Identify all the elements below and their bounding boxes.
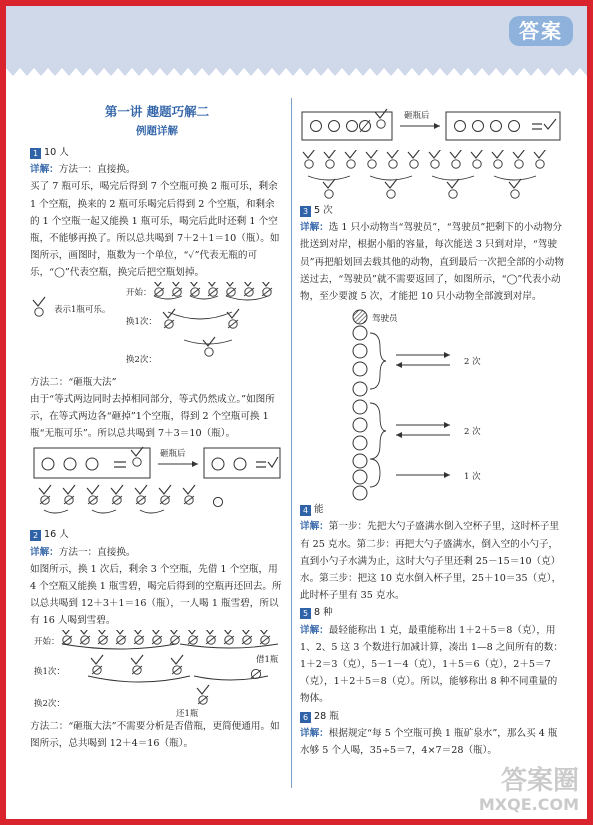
q1-smash-label: 砸瓶后 [160,449,186,460]
check-mark-icon [61,630,73,634]
empty-bottle-icon [473,160,481,168]
q3-answer: 5 次 [314,205,333,216]
check-mark-icon [366,150,378,158]
check-mark-icon [187,630,199,634]
q1-smash-diagram [30,442,284,484]
q6-text: 根据规定“每 5 个空瓶可换 1 瓶矿泉水”，那么买 4 瓶水够 5 个人喝，35÷5＝7，4×7＝28（瓶）。 [300,727,558,757]
check-mark-icon [223,630,235,634]
watermark-line2: MXQE.COM [478,795,579,814]
check-mark-icon [87,485,99,494]
empty-bottle-icon [389,160,397,168]
check-mark-icon [492,150,504,158]
q4-para [300,518,564,604]
animal-circle-icon [353,382,367,396]
q1-swap1-label: 换1次： [126,316,157,327]
empty-bottle-icon [449,190,457,198]
q2-method1 [30,544,284,561]
q4-answer: 能 [314,504,324,516]
check-mark-icon [79,630,91,634]
q1-start-label: 开始： [126,287,152,298]
check-mark-icon [33,297,45,306]
check-mark-icon [39,485,51,494]
empty-bottle-icon [347,160,355,168]
empty-bottle-icon [35,307,43,315]
check-mark-icon [63,485,75,494]
animal-circle-icon [353,454,367,468]
empty-bottle-icon [452,160,460,168]
q2-answer: 16 人 [44,529,69,541]
check-mark-icon [135,485,147,494]
q6-heading [300,708,564,725]
empty-bottle-icon [377,120,385,128]
empty-bottle-icon [491,121,502,132]
group-brace [432,176,474,180]
check-mark-icon [243,282,255,286]
animal-circle-icon [353,362,367,376]
q6-number: 6 [300,712,311,723]
q1-para1: 买了 7 瓶可乐，喝完后得到 7 个空瓶可换 2 瓶可乐，剩余 1 个空瓶，换来的 2 瓶可乐喝完后得到 2 个空瓶，和剩余的 1 个空瓶一起又能换 1 瓶可乐，喝完后此时还剩 1 个空瓶，不能够再换了。所以总共喝到 7＋2＋1＝10（瓶）。如图所示，画图时，瓶数为一个单位，“✓”代表无瓶的可乐，“◯”代表空瓶，换完后把空瓶划掉。 [30,181,280,279]
check-mark-icon [131,655,143,664]
r-smash-pairs [300,150,564,202]
q3-ferry-svg [300,305,564,501]
empty-bottle-icon [455,121,466,132]
animal-circle-icon [353,344,367,358]
trip3-label: 1 次 [464,472,481,483]
lecture-title: 第一讲 趣题巧解二 [104,104,210,119]
q1-legend-label: 表示1瓶可乐。 [54,304,111,315]
check-mark-icon [534,150,546,158]
check-mark-icon [241,630,253,634]
animal-circle-icon [353,486,367,500]
check-mark-icon [268,457,278,467]
q1-swap2-label: 换2次： [126,354,157,365]
q1-diagram1 [30,282,284,374]
empty-bottle-icon [64,458,76,470]
q1-heading [30,144,284,161]
check-mark-icon [205,630,217,634]
animal-circle-icon [353,470,367,484]
watermark-line1: 答案圈 [500,766,579,796]
check-mark-icon [183,485,195,494]
empty-bottle-icon [86,458,98,470]
check-mark-icon [111,485,123,494]
q1-number: 1 [30,148,41,159]
r-smash-label: 砸瓶后 [404,111,430,121]
q6-label: 详解： [300,727,329,739]
driver-icon [353,310,367,324]
q5-answer: 8 种 [314,607,333,619]
check-mark-icon [91,655,103,664]
empty-bottle-icon [347,121,358,132]
check-mark-icon [450,150,462,158]
empty-bottle-icon [311,121,322,132]
q2-diagram [30,630,284,718]
empty-bottle-icon [515,160,523,168]
q1-method1 [30,161,284,178]
q3-heading [300,202,564,219]
check-mark-icon [408,150,420,158]
check-mark-icon [153,282,165,286]
empty-bottle-icon [387,190,395,198]
check-mark-icon [163,309,175,318]
check-mark-icon [171,282,183,286]
q1-smash-pairs [30,484,284,526]
zigzag-edge [6,60,587,76]
empty-bottle-icon [431,160,439,168]
q1-smash-svg [30,442,284,484]
check-mark-icon [303,150,315,158]
animal-circle-icon [353,418,367,432]
q2-borrow-label: 借1瓶 [256,654,279,665]
group-brace [370,176,412,180]
trip2-label: 2 次 [464,427,481,438]
check-mark-icon [345,150,357,158]
empty-bottle-icon [536,160,544,168]
q1-bottle-tree [30,282,284,374]
check-mark-icon [171,655,183,664]
q5-para [300,622,564,708]
empty-bottle-icon [205,347,213,355]
empty-bottle-icon [329,121,340,132]
q2-number: 2 [30,530,41,541]
right-column [300,102,564,759]
animal-circle-icon [353,400,367,414]
animal-circle-icon [353,436,367,450]
q2-para2: 不需要分析是否借瓶，更简便通用。如图所示，总共喝到 12＋4＝16（瓶）。 [30,720,280,749]
group-brace [308,176,350,180]
header-band [6,6,587,68]
q1-answer: 10 人 [44,147,69,158]
empty-bottle-icon [234,458,246,470]
q2-para1: 如图所示，换 1 次后，剩余 3 个空瓶，先借 1 个空瓶，用 4 个空瓶又能换 1 瓶雪碧，喝完后得到的空瓶再还回去。所以总共喝到 12＋3＋1＝16（瓶），一人喝 1 瓶雪碧，所以有 16 人喝到雪碧。 [30,563,282,627]
empty-bottle-icon [305,160,313,168]
check-mark-icon [203,337,215,346]
check-mark-icon [544,119,556,129]
q1-para2: 由于“等式两边同时去掉相同部分，等式仍然成立。”如图所示，在等式两边各“砸掉”1个空瓶，得到 2 个空瓶可换 1 瓶“无瓶可乐”。所以总共喝到 7＋3＝10（瓶）。 [30,393,275,440]
empty-bottle-icon [326,160,334,168]
check-mark-icon [207,282,219,286]
q1-method1-text: 方法一：直接换。 [58,164,136,176]
answer-tag: 答案 [509,16,573,46]
check-mark-icon [324,150,336,158]
empty-bottle-icon [133,458,141,466]
q1-pairs-svg [30,484,284,526]
q2-heading [30,526,284,543]
q2-method2-label: 方法二：“砸瓶大法” [30,720,117,732]
driver-label: 驾驶员 [372,314,398,325]
empty-bottle-icon [473,121,484,132]
empty-bottle-icon [212,458,224,470]
r-smash-svg [300,102,564,150]
check-mark-icon [471,150,483,158]
q2-method1-text: 方法一：直接换。 [58,546,136,558]
check-mark-icon [259,630,271,634]
q3-ferry-diagram [300,305,564,501]
check-mark-icon [151,630,163,634]
watermark [429,766,579,815]
empty-bottle-icon [494,160,502,168]
lecture-subtitle: 例题详解 [136,125,178,137]
empty-bottle-icon [509,121,520,132]
check-mark-icon [429,150,441,158]
left-column [30,102,284,752]
group-brace [494,176,536,180]
q2-bottle-tree [30,630,284,718]
q2-label: 详解： [30,546,59,558]
q4-heading [300,501,564,518]
check-mark-icon [197,685,209,694]
q3-number: 3 [300,206,311,217]
check-mark-icon [133,630,145,634]
q1-label: 详解： [30,164,59,176]
q6-answer: 28 瓶 [314,710,339,722]
q3-text: 选 1 只小动物当“驾驶员”，“驾驶员”把剩下的小动物分批送到对岸，根据小船的容量，每次能送 3 只到对岸，“驾驶员”再把船划回去载其他的动物，直到最后一次把全部的小动物送过去，“驾驶员”就不需要返回了，如图所示，“◯”代表小动物，至少要渡 5 次，才能把 10 只小动物全部渡到对岸。 [300,222,564,303]
q5-number: 5 [300,608,311,619]
empty-bottle-icon [213,498,222,507]
answer-page [6,6,587,819]
check-mark-icon [115,630,127,634]
q4-number: 4 [300,505,311,516]
empty-bottle-icon [325,190,333,198]
empty-bottle-icon [511,190,519,198]
check-mark-icon [189,282,201,286]
q2-start-label: 开始： [34,636,60,647]
q5-text: 最轻能称出 1 克，最重能称出 1＋2＋5＝8（克），用 1、2、5 这 3 个数进行加减计算，凑出 1—8 之间所有的数：1＋2＝3（克），5－1－4（克），1＋5＝6（克），2＋5＝7（克），1＋2＋5＝8（克）。所以，能够称出 8 种不同重量的物体。 [300,624,563,705]
check-mark-icon [169,630,181,634]
empty-bottle-icon [42,458,54,470]
group-brace [140,510,164,513]
q5-heading [300,604,564,621]
empty-bottle-icon [410,160,418,168]
group-brace [44,510,68,513]
check-mark-icon [227,309,239,318]
q3-para [300,219,564,305]
q5-label: 详解： [300,624,329,636]
q4-text: 第一步：先把大勺子盛满水倒入空杯子里，这时杯子里有 25 克水。第二步：再把大勺子盛满水，倒入空的小勺子，直到小勺子水满为止，这时大勺子里还剩 25－15＝10（克）水。第三步：把这 10 克水倒入杯子里，25＋10＝35（克），此时杯子里有 35 克水。 [300,521,562,602]
column-divider [291,98,292,788]
check-mark-icon [387,150,399,158]
animal-circle-icon [353,326,367,340]
check-mark-icon [225,282,237,286]
q2-return-label: 还1瓶 [176,708,199,719]
check-mark-icon [375,109,387,118]
r-smash-diagram [300,102,564,150]
check-mark-icon [513,150,525,158]
q2-swap2-label: 换2次： [34,698,65,709]
trip1-label: 2 次 [464,357,481,368]
q6-para [300,725,564,759]
r-pairs-svg [300,150,564,202]
check-mark-icon [97,630,109,634]
group-brace [92,510,116,513]
q3-label: 详解： [300,222,329,234]
check-mark-icon [159,485,171,494]
q1-method2: 方法二：“砸瓶大法” [30,376,117,388]
empty-bottle-icon [368,160,376,168]
q2-swap1-label: 换1次： [34,666,65,677]
q4-label: 详解： [300,521,329,533]
check-mark-icon [261,282,273,286]
q2-method2 [30,718,284,752]
